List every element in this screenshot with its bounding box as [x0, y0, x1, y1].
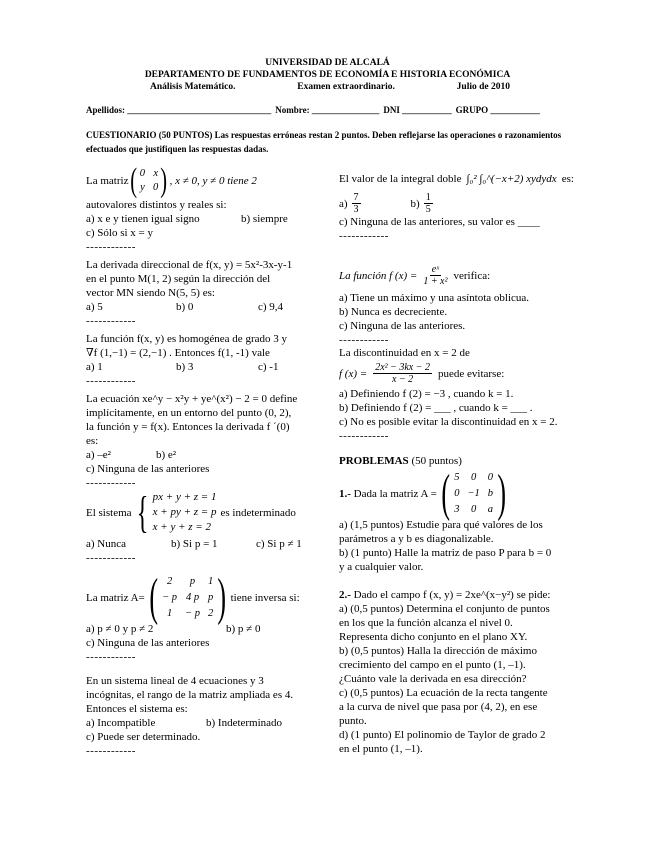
question-5: El sistema { px + y + z = 1 x + py + z = p x + y + z = 2 es indeterminado a) Nunca b) Si p = 1 c) Si p ≠ 1 ------------ [86, 487, 302, 564]
subject: Análisis Matemático. [150, 82, 236, 92]
university-title: UNIVERSIDAD DE ALCALÁ [265, 58, 390, 68]
question-6: La matriz A= ( 2 p 1 − p 4 p p 1 − p 2 ) tiene inversa si: a) p ≠ 0 y p ≠ 2 b) p ≠ 0 c) Ninguna de las anteriores ------------ [86, 569, 300, 663]
question-1: La matriz ( 0 x y 0 ) , x ≠ 0, y ≠ 0 tiene 2 autovalores distintos y reales si: a) x e y tienen igual signo b) siempre c) Sólo si x = y ------------ [86, 166, 318, 254]
matrix-q1: ( 0 x y 0 ) [130, 162, 168, 199]
exam-type: Examen extraordinario. [297, 82, 395, 92]
department-title: DEPARTAMENTO DE FUNDAMENTOS DE ECONOMÍA E HISTORIA ECONÓMICA [144, 70, 511, 80]
question-8: El valor de la integral doble ∫₀² ∫₀^(−x+2) xydydx es: a) $\frac{7}{3}$ b) $\frac{1}{5}$ c) Ninguna de las anteriores, su valor es ____ ------------ [339, 173, 574, 242]
nombre-field[interactable]: Nombre: _______________ [275, 105, 380, 115]
grupo-field[interactable]: GRUPO ___________ [455, 105, 540, 115]
problem-1: 1.- Dada la matriz A = ( 5 0 0 0 −1 b 3 0 a ) [339, 470, 584, 518]
instructions: CUESTIONARIO (50 PUNTOS) Las respuestas erróneas restan 2 puntos. Deben reflejarse las operaciones o razonamientos efectuados que justifiquen las respuestas dadas. [86, 130, 562, 154]
q1-option-b: b) siempre [241, 213, 288, 225]
q1-option-a: a) x e y tienen igual signo [86, 213, 200, 225]
q1-option-c: c) Sólo si x = y [86, 227, 154, 239]
apellidos-field[interactable]: Apellidos: ________________________________ [86, 105, 272, 115]
question-3: La función f(x, y) es homogénea de grado 3 y ∇f (1,−1) = (2,−1) . Entonces f(1, -1) vale a) 1 b) 3 c) -1 ------------ [86, 333, 287, 387]
problems-section: PROBLEMAS (50 puntos) 1.- Dada la matriz A = ( 5 0 0 0 −1 b 3 0 a ) a) (1,5 puntos) Estudie para qué valores de los parámetros a y b es diagonalizable. b) (1 punto) Halle la matriz de paso P para b = 0 y a cualquier valor. 2.- Dado el campo f (x, y) = 2xe^(x−y²) se pide: a) (0,5 puntos) Determina el conjunto de puntos en los que la función alcanza el nivel 0. Representa dicho conjunto en el plano XY. b) (0,5 puntos) Halla la dirección de máximo crecimiento del campo en el punto (1, –1). ¿Cuánto vale la derivada en esa dirección? c) (0,5 puntos) La ecuación de la recta tangente a la curva de nivel que pasa por (4, 2), en ese punto. d) (1 punto) El polinomio de Taylor de grado 2 en el punto (1, –1). [339, 454, 584, 756]
double-integral: ∫₀² ∫₀^(−x+2) xydydx [466, 173, 557, 185]
exam-date: Julio de 2010 [456, 82, 510, 92]
student-fields [86, 105, 606, 115]
problems-title: PROBLEMAS [339, 455, 409, 467]
separator: ------------ [86, 241, 136, 253]
question-9: La función f (x) = $\frac{\text{eˣ}}{\text{1 + x²}}$ verifica: a) Tiene un máximo y una asíntota oblicua. b) Nunca es decreciente. c) Ninguna de las anteriores. ------------ [339, 264, 530, 346]
question-10: La discontinuidad en x = 2 de f (x) = $\frac{\text{2x² − 3kx − 2}}{x - 2}$ puede evitarse: a) Definiendo f (2) = −3 , cuando k = 1. b) Definiendo f (2) = ___ , cuando k = ___ . c) No es posible evitar la discontinuidad en x = 2. ------------ [339, 347, 558, 442]
question-2: La derivada direccional de f(x, y) = 5x²-3x-y-1 en el punto M(1, 2) según la dirección del vector MN siendo N(5, 5) es: a) 5 b) 0 c) 9,4 ------------ [86, 259, 293, 327]
question-7: En un sistema lineal de 4 ecuaciones y 3 incógnitas, el rango de la matriz ampliada es 4. Entonces el sistema es: a) Incompatible b) Indeterminado c) Puede ser determinado. ------------ [86, 675, 294, 757]
problem-2: 2.- Dado el campo f (x, y) = 2xe^(x−y²) se pide: [339, 589, 551, 601]
dni-field[interactable]: DNI ___________ [383, 105, 452, 115]
question-4: La ecuación xe^y − x²y + ye^(x²) − 2 = 0 define implícitamente, en un entorno del punto (0, 2), la función y = f(x). Entonces la derivada f ´(0) es: a) –e² b) e² c) Ninguna de las anteriores ------------ [86, 393, 298, 489]
exam-info [150, 82, 510, 92]
matrix-q6: ( 2 p 1 − p 4 p p 1 − p 2 ) [149, 569, 227, 626]
matrix-p1: ( 5 0 0 0 −1 b 3 0 a ) [441, 465, 507, 522]
